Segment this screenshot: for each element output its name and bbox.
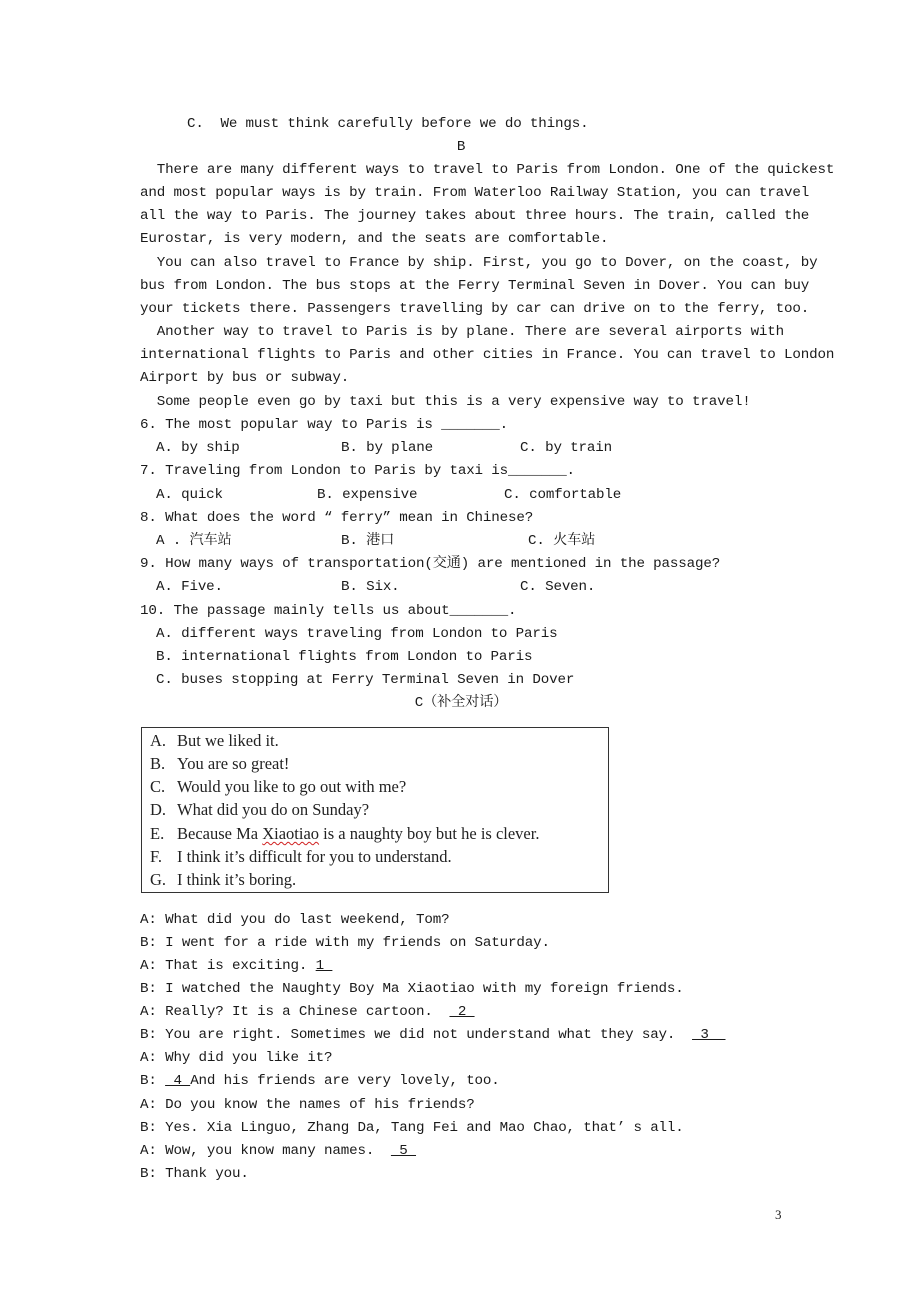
choice-text: What did you do on Sunday? bbox=[177, 800, 370, 819]
question-9-option-b: B. Six. bbox=[341, 579, 400, 595]
question-7-stem: 7. Traveling from London to Paris by taxi is_______. bbox=[140, 463, 575, 479]
passage-line: Eurostar, is very modern, and the seats are comfortable. bbox=[140, 231, 609, 247]
passage-line: all the way to Paris. The journey takes about three hours. The train, called the bbox=[140, 208, 810, 224]
dialogue-line: B: I watched the Naughty Boy Ma Xiaotiao with my foreign friends. bbox=[140, 981, 684, 997]
choice-e bbox=[150, 822, 539, 845]
passage-line: international flights to Paris and other cities in France. You can travel to London bbox=[140, 347, 835, 363]
choice-label: A. bbox=[150, 731, 167, 750]
answer-blank-2[interactable]: 2 bbox=[449, 1004, 475, 1020]
dialogue-line: A: Do you know the names of his friends? bbox=[140, 1097, 475, 1113]
question-8-stem: 8. What does the word “ ferry” mean in Chinese? bbox=[140, 510, 534, 526]
answer-blank-4[interactable]: 4 bbox=[165, 1073, 191, 1089]
choice-label: F. bbox=[150, 847, 162, 866]
passage-line: bus from London. The bus stops at the Ferry Terminal Seven in Dover. You can buy bbox=[140, 278, 810, 294]
question-6-option-b: B. by plane bbox=[341, 440, 434, 456]
choice-text-post: is a naughty boy but he is clever. bbox=[319, 824, 540, 843]
answer-blank-1[interactable]: 1 bbox=[315, 958, 333, 974]
dialogue-text: B: You are right. Sometimes we did not understand what they say. bbox=[140, 1027, 693, 1043]
passage-line: Another way to travel to Paris is by plane. There are several airports with bbox=[140, 324, 785, 340]
choice-text: You are so great! bbox=[177, 754, 290, 773]
question-7-option-a: A. quick bbox=[156, 487, 223, 503]
question-10-option-a: A. different ways traveling from London to Paris bbox=[156, 626, 558, 642]
choice-g bbox=[150, 868, 296, 891]
choice-c bbox=[150, 775, 406, 798]
section-c-heading: C（补全对话） bbox=[414, 695, 508, 711]
choice-a bbox=[150, 729, 279, 752]
answer-blank-3[interactable]: 3 bbox=[692, 1027, 726, 1043]
choice-label: D. bbox=[150, 800, 167, 819]
question-9-stem: 9. How many ways of transportation(交通) are mentioned in the passage? bbox=[140, 556, 721, 572]
dialogue-text: A: That is exciting. bbox=[140, 958, 316, 974]
dialogue-text: And his friends are very lovely, too. bbox=[190, 1073, 500, 1089]
choice-label: E. bbox=[150, 824, 165, 843]
dialogue-line: A: What did you do last weekend, Tom? bbox=[140, 912, 450, 928]
question-8-option-b: B. 港口 bbox=[341, 533, 395, 549]
choice-text: I think it’s difficult for you to understand. bbox=[177, 847, 452, 866]
page-number: 3 bbox=[775, 1207, 782, 1222]
previous-question-option: C. We must think carefully before we do things. bbox=[187, 116, 589, 132]
dialogue-line bbox=[140, 955, 332, 978]
dialogue-line: B: I went for a ride with my friends on Saturday. bbox=[140, 935, 550, 951]
dialogue-line bbox=[140, 1001, 475, 1024]
question-9-option-a: A. Five. bbox=[156, 579, 223, 595]
passage-line: and most popular ways is by train. From Waterloo Railway Station, you can travel bbox=[140, 185, 810, 201]
spellcheck-marked-word: Xiaotiao bbox=[262, 824, 320, 843]
dialogue-text: A: Really? It is a Chinese cartoon. bbox=[140, 1004, 450, 1020]
question-7-option-c: C. comfortable bbox=[504, 487, 622, 503]
question-10-option-b: B. international flights from London to Paris bbox=[156, 649, 533, 665]
choice-label: B. bbox=[150, 754, 166, 773]
dialogue-line: A: Why did you like it? bbox=[140, 1050, 333, 1066]
choice-text: I think it’s boring. bbox=[177, 870, 297, 889]
passage-line: There are many different ways to travel to Paris from London. One of the quickest bbox=[140, 162, 835, 178]
question-8-option-c: C. 火车站 bbox=[528, 533, 596, 549]
dialogue-line: B: Yes. Xia Linguo, Zhang Da, Tang Fei and Mao Chao, that’ s all. bbox=[140, 1120, 684, 1136]
dialogue-text: A: Wow, you know many names. bbox=[140, 1143, 391, 1159]
passage-line: your tickets there. Passengers travelling by car can drive on to the ferry, too. bbox=[140, 301, 810, 317]
question-10-stem: 10. The passage mainly tells us about_______. bbox=[140, 603, 517, 619]
answer-blank-5[interactable]: 5 bbox=[390, 1143, 417, 1159]
question-6-option-c: C. by train bbox=[520, 440, 613, 456]
question-10-option-c: C. buses stopping at Ferry Terminal Seven in Dover bbox=[156, 672, 575, 688]
question-6-option-a: A. by ship bbox=[156, 440, 240, 456]
choice-d bbox=[150, 798, 369, 821]
choice-f bbox=[150, 845, 452, 868]
dialogue-line bbox=[140, 1070, 500, 1093]
choice-text-pre: Because Ma bbox=[177, 824, 263, 843]
section-b-heading: B bbox=[456, 139, 466, 155]
choice-label: C. bbox=[150, 777, 166, 796]
dialogue-choices-box bbox=[141, 727, 609, 893]
dialogue-line: B: Thank you. bbox=[140, 1166, 249, 1182]
dialogue-line bbox=[140, 1024, 726, 1047]
dialogue-text: B: bbox=[140, 1073, 166, 1089]
question-8-option-a: A . 汽车站 bbox=[156, 533, 232, 549]
question-9-option-c: C. Seven. bbox=[520, 579, 596, 595]
choice-b bbox=[150, 752, 289, 775]
passage-line: Some people even go by taxi but this is a very expensive way to travel! bbox=[140, 394, 751, 410]
passage-line: You can also travel to France by ship. First, you go to Dover, on the coast, by bbox=[140, 255, 818, 271]
question-7-option-b: B. expensive bbox=[317, 487, 418, 503]
choice-text: But we liked it. bbox=[177, 731, 279, 750]
question-6-stem: 6. The most popular way to Paris is _______. bbox=[140, 417, 509, 433]
passage-line: Airport by bus or subway. bbox=[140, 370, 350, 386]
choice-text: Would you like to go out with me? bbox=[177, 777, 407, 796]
dialogue-line bbox=[140, 1140, 416, 1163]
choice-label: G. bbox=[150, 870, 167, 889]
